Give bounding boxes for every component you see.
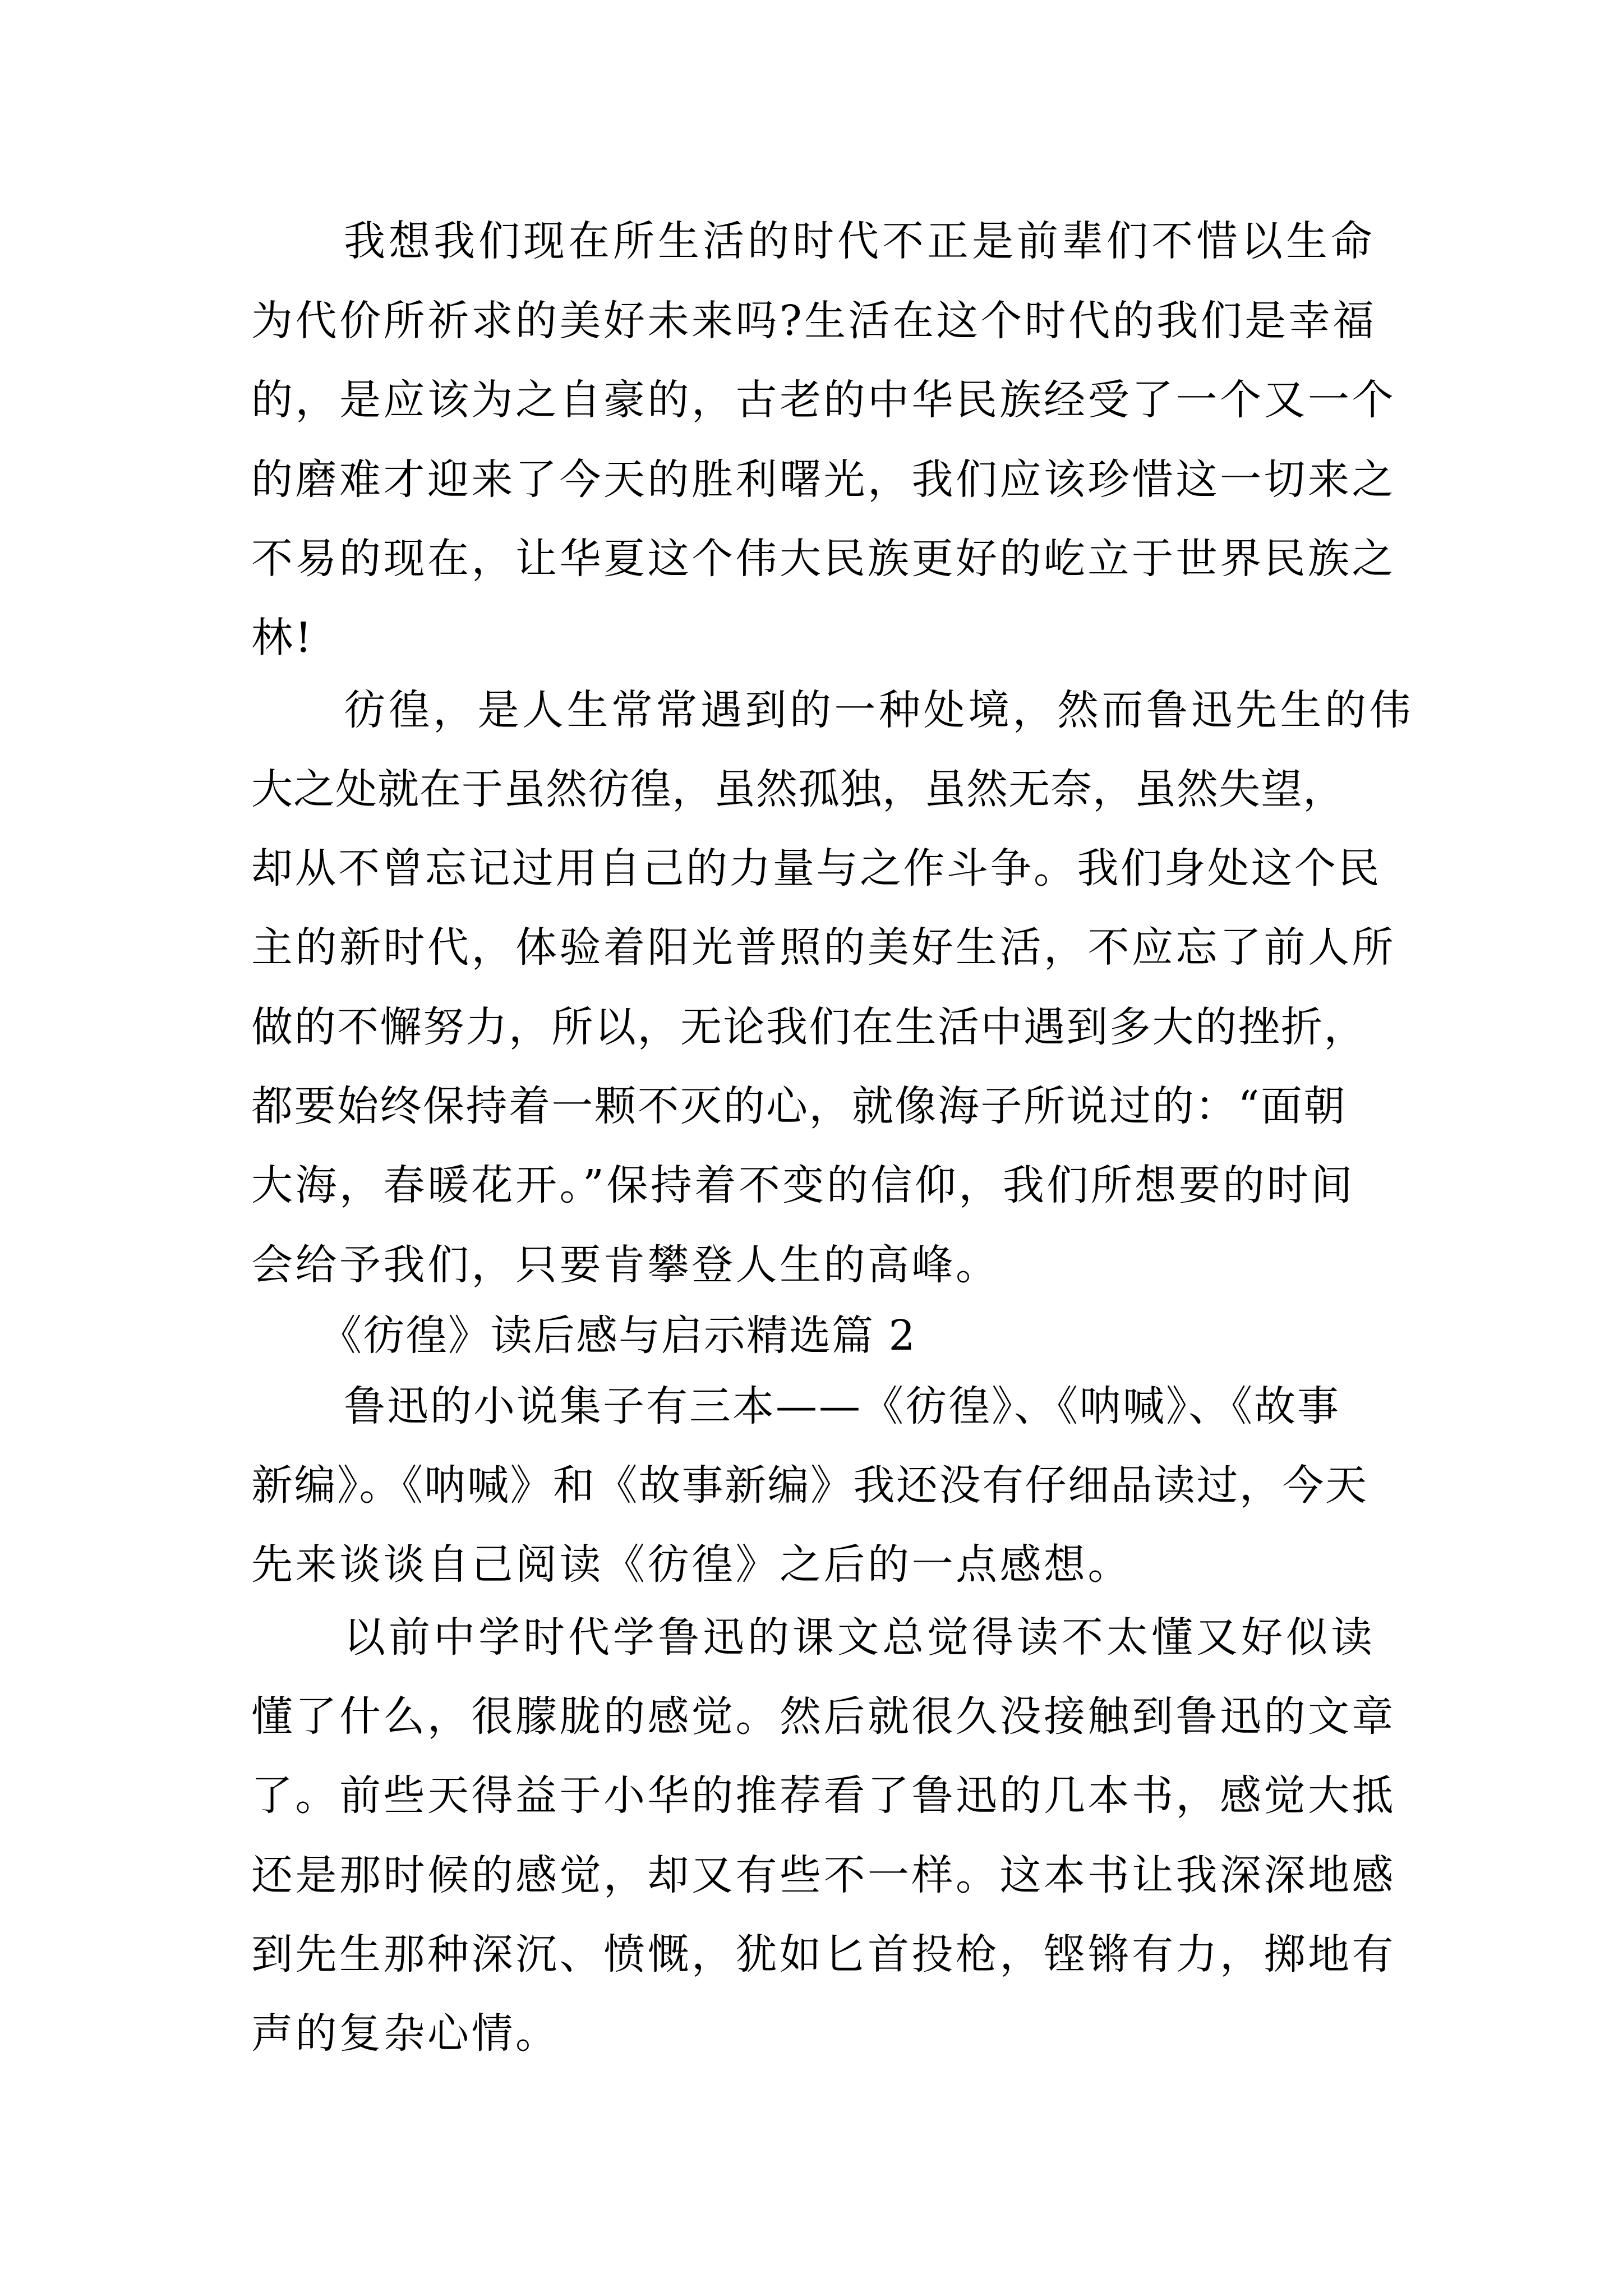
paragraph-1-line: 的磨难才迎来了今天的胜利曙光，我们应该珍惜这一切来之 bbox=[251, 455, 1396, 504]
paragraph-4-line: 到先生那种深沉、愤慨，犹如匕首投枪，铿锵有力，掷地有 bbox=[251, 1930, 1396, 1978]
paragraph-2-line: 会给予我们，只要肯攀登人生的高峰。 bbox=[251, 1241, 1000, 1289]
paragraph-1-line: 的，是应该为之自豪的，古老的中华民族经受了一个又一个 bbox=[251, 376, 1396, 424]
paragraph-1-line: 为代价所祈求的美好未来吗?生活在这个时代的我们是幸福 bbox=[251, 297, 1377, 345]
paragraph-4-line: 以前中学时代学鲁迅的课文总觉得读不太懂又好似读 bbox=[344, 1613, 1376, 1662]
paragraph-4-line: 懂了什么，很朦胧的感觉。然后就很久没接触到鲁迅的文章 bbox=[251, 1692, 1396, 1741]
paragraph-1-line: 林! bbox=[251, 614, 314, 662]
section-heading: 《彷徨》读后感与启示精选篇 2 bbox=[320, 1312, 916, 1360]
paragraph-4-line: 还是那时候的感觉，却又有些不一样。这本书让我深深地感 bbox=[251, 1851, 1396, 1899]
paragraph-2-line: 都要始终保持着一颗不灭的心，就像海子所说过的：“面朝 bbox=[251, 1082, 1347, 1130]
paragraph-3-line: 新编》。《呐喊》和《故事新编》我还没有仔细品读过，今天 bbox=[251, 1461, 1368, 1510]
paragraph-2-line: 彷徨，是人生常常遇到的一种处境，然而鲁迅先生的伟 bbox=[344, 686, 1414, 734]
paragraph-4-line: 声的复杂心情。 bbox=[251, 2009, 560, 2058]
paragraph-2-line: 大海，春暖花开。”保持着不变的信仰，我们所想要的时间 bbox=[251, 1161, 1355, 1209]
paragraph-2-line: 做的不懈努力，所以，无论我们在生活中遇到多大的挫折， bbox=[251, 1003, 1367, 1051]
paragraph-1-line: 我想我们现在所生活的时代不正是前辈们不惜以生命 bbox=[344, 217, 1376, 265]
paragraph-1-line: 不易的现在，让华夏这个伟大民族更好的屹立于世界民族之 bbox=[251, 535, 1396, 583]
paragraph-3-line: 先来谈谈自己阅读《彷徨》之后的一点感想。 bbox=[251, 1540, 1132, 1589]
paragraph-2-line: 却从不曾忘记过用自己的力量与之作斗争。我们身处这个民 bbox=[251, 844, 1381, 892]
paragraph-4-line: 了。前些天得益于小华的推荐看了鲁迅的几本书，感觉大抵 bbox=[251, 1772, 1396, 1820]
paragraph-3-line: 鲁迅的小说集子有三本——《彷徨》、《呐喊》、《故事 bbox=[344, 1382, 1340, 1430]
paragraph-2-line: 大之处就在于虽然彷徨，虽然孤独，虽然无奈，虽然失望， bbox=[251, 765, 1345, 813]
paragraph-2-line: 主的新时代，体验着阳光普照的美好生活，不应忘了前人所 bbox=[251, 923, 1396, 972]
